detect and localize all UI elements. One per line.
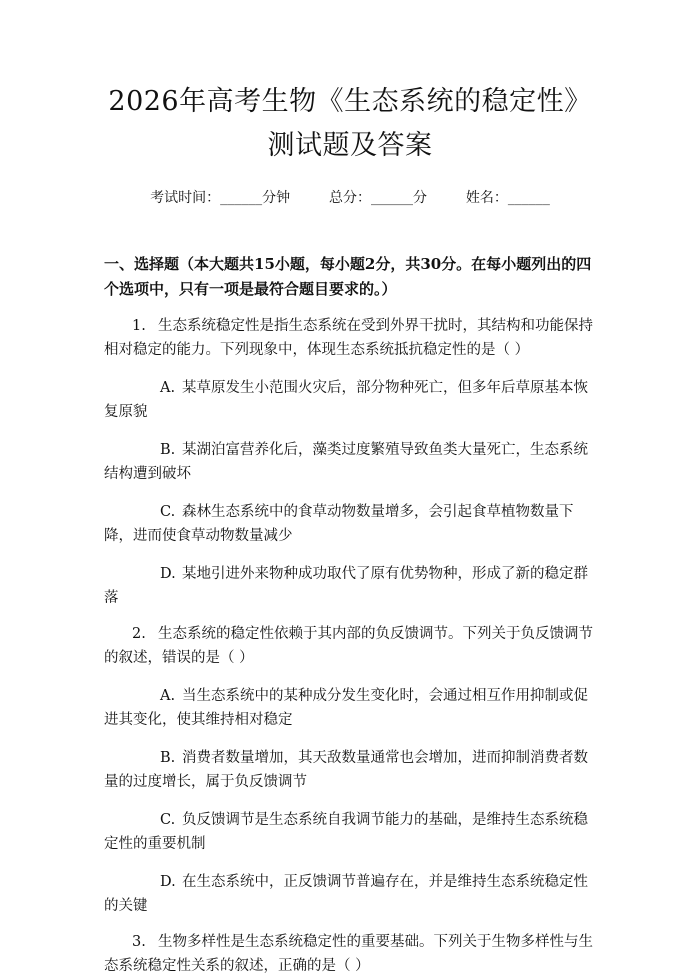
question-1 <box>104 314 596 362</box>
option-text: 森林生态系统中的食草动物数量增多，会引起食草植物数量下降，进而使食草动物数量减少 <box>104 504 574 544</box>
question-number: 2. <box>132 626 146 642</box>
name-blank: ______ <box>507 190 550 206</box>
question-2 <box>104 622 596 670</box>
option-letter: C. <box>160 812 176 828</box>
option-2d <box>104 870 596 918</box>
option-letter: C. <box>160 504 176 520</box>
question-stem: 生态系统的稳定性依赖于其内部的负反馈调节。下列关于负反馈调节的叙述，错误的是（ ） <box>104 626 593 666</box>
option-2c <box>104 808 596 856</box>
option-text: 某草原发生小范围火灾后，部分物种死亡，但多年后草原基本恢复原貌 <box>104 380 588 420</box>
option-1a <box>104 376 596 424</box>
option-text: 某湖泊富营养化后，藻类过度繁殖导致鱼类大量死亡，生态系统结构遭到破坏 <box>104 442 588 482</box>
option-letter: D. <box>160 566 176 582</box>
score-unit: 分 <box>413 190 427 206</box>
question-number: 1. <box>132 318 146 334</box>
option-1b <box>104 438 596 486</box>
option-1c <box>104 500 596 548</box>
score-blank: ______ <box>371 190 413 206</box>
exam-meta <box>104 188 596 208</box>
option-letter: A. <box>160 688 176 704</box>
name-label: 姓名： <box>465 190 508 206</box>
question-number: 3. <box>132 934 146 950</box>
option-text: 某地引进外来物种成功取代了原有优势物种，形成了新的稳定群落 <box>104 566 588 606</box>
option-1d <box>104 562 596 610</box>
option-letter: A. <box>160 380 176 396</box>
score-label: 总分： <box>329 190 371 206</box>
option-text: 消费者数量增加，其天敌数量通常也会增加，进而抑制消费者数量的过度增长，属于负反馈调节 <box>104 750 588 790</box>
option-text: 负反馈调节是生态系统自我调节能力的基础，是维持生态系统稳定性的重要机制 <box>104 812 588 852</box>
question-stem: 生态系统稳定性是指生态系统在受到外界干扰时，其结构和功能保持相对稳定的能力。下列现象中，体现生态系统抵抗稳定性的是（ ） <box>104 318 593 358</box>
question-stem: 生物多样性是生态系统稳定性的重要基础。下列关于生物多样性与生态系统稳定性关系的叙述，正确的是（ ） <box>104 934 593 974</box>
time-blank: ______ <box>220 190 263 206</box>
option-text: 在生态系统中，正反馈调节普遍存在，并是维持生态系统稳定性的关键 <box>104 874 588 914</box>
time-unit: 分钟 <box>262 190 291 206</box>
question-3 <box>104 930 596 978</box>
page-title: 2026年高考生物《生态系统的稳定性》测试题及答案 <box>108 86 592 161</box>
time-label: 考试时间： <box>150 190 221 206</box>
option-2b <box>104 746 596 794</box>
option-2a <box>104 684 596 732</box>
section-heading: 一、选择题（本大题共15小题，每小题2分，共30分。在每小题列出的四个选项中，只有一项是最符合题目要求的。） <box>104 255 592 298</box>
option-letter: D. <box>160 874 176 890</box>
option-letter: B. <box>160 750 176 766</box>
option-letter: B. <box>160 442 176 458</box>
option-text: 当生态系统中的某种成分发生变化时，会通过相互作用抑制或促进其变化，使其维持相对稳定 <box>104 688 588 728</box>
